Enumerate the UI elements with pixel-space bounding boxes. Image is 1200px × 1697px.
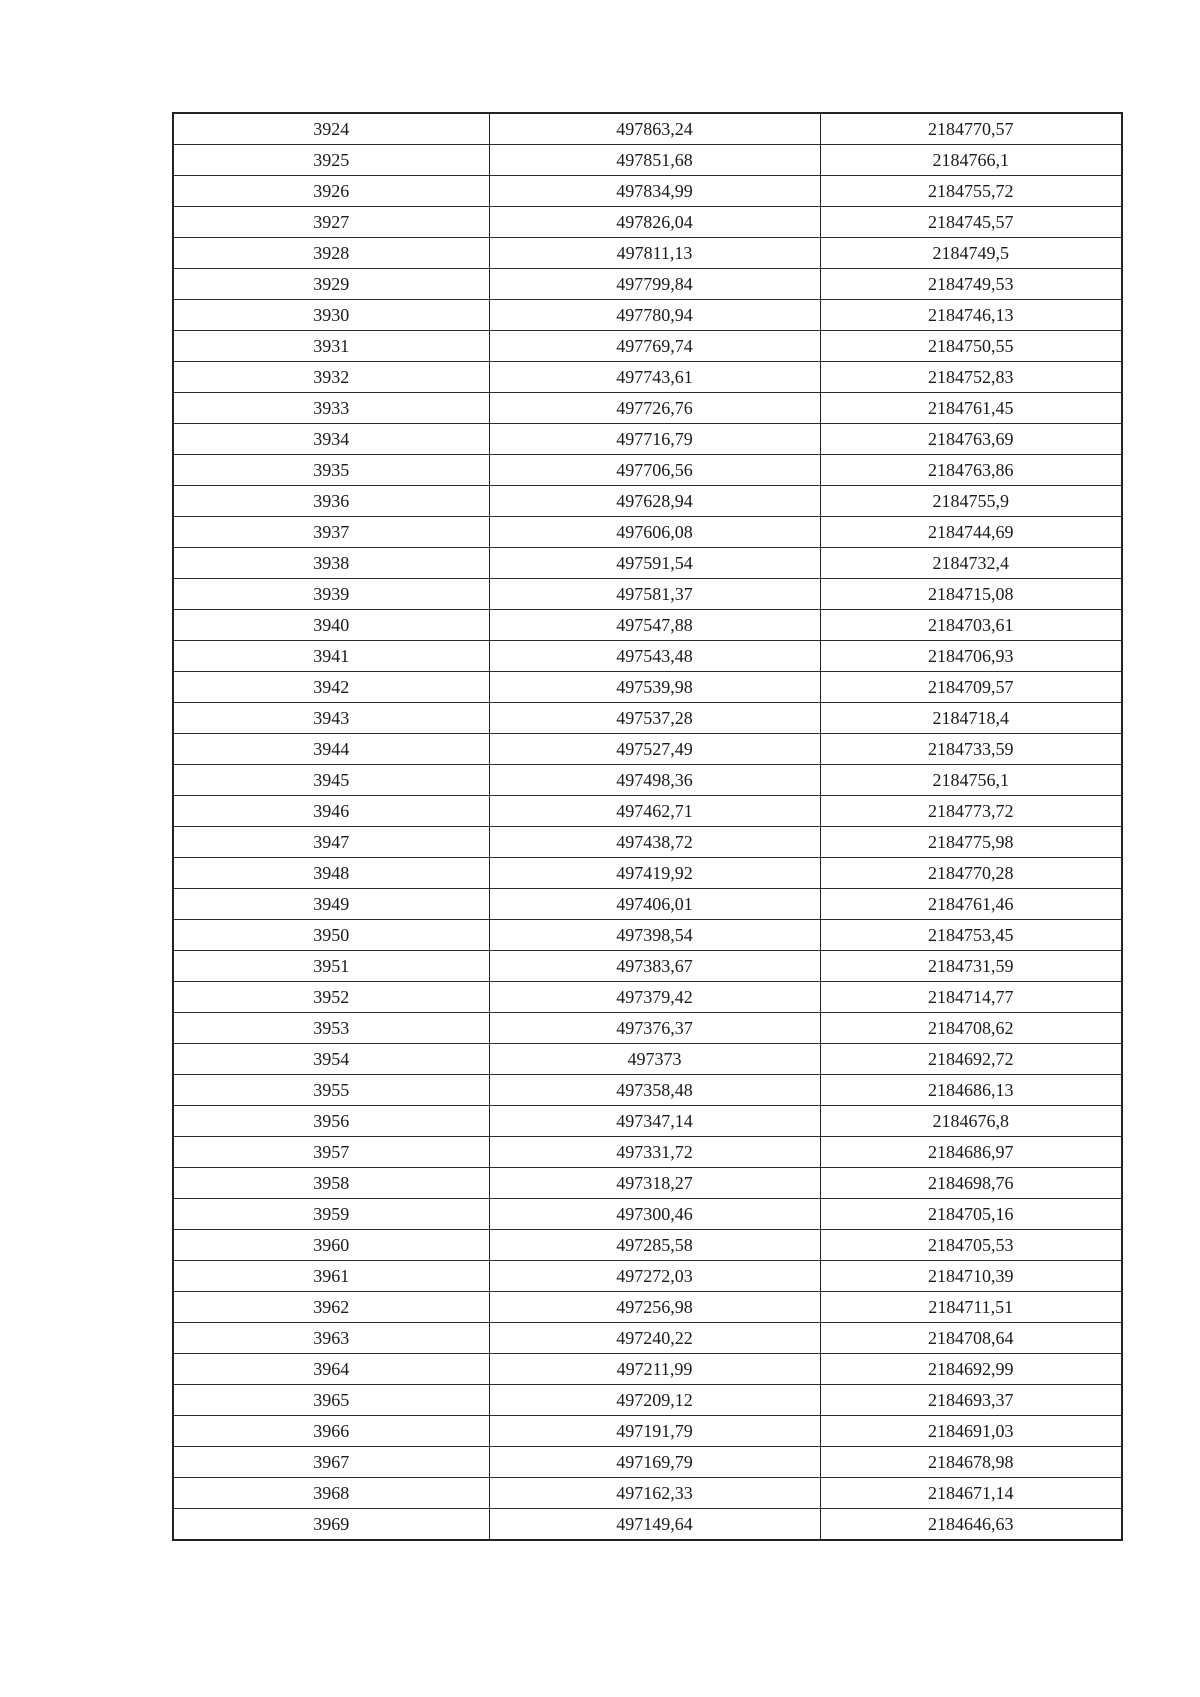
x-coordinate-cell: 497149,64	[489, 1509, 820, 1541]
x-coordinate-cell: 497543,48	[489, 641, 820, 672]
point-number-cell: 3943	[173, 703, 489, 734]
table-row	[173, 455, 1122, 486]
x-coordinate-cell: 497438,72	[489, 827, 820, 858]
y-coordinate-cell: 2184756,1	[820, 765, 1122, 796]
point-number-cell: 3952	[173, 982, 489, 1013]
table-row	[173, 734, 1122, 765]
coordinates-table-body	[173, 113, 1122, 1540]
point-number-cell: 3935	[173, 455, 489, 486]
x-coordinate-cell: 497581,37	[489, 579, 820, 610]
x-coordinate-cell: 497462,71	[489, 796, 820, 827]
y-coordinate-cell: 2184755,9	[820, 486, 1122, 517]
x-coordinate-cell: 497331,72	[489, 1137, 820, 1168]
x-coordinate-cell: 497743,61	[489, 362, 820, 393]
x-coordinate-cell: 497211,99	[489, 1354, 820, 1385]
y-coordinate-cell: 2184691,03	[820, 1416, 1122, 1447]
table-row	[173, 145, 1122, 176]
point-number-cell: 3926	[173, 176, 489, 207]
table-row	[173, 176, 1122, 207]
table-row	[173, 113, 1122, 145]
table-row	[173, 424, 1122, 455]
x-coordinate-cell: 497376,37	[489, 1013, 820, 1044]
x-coordinate-cell: 497769,74	[489, 331, 820, 362]
table-row	[173, 1199, 1122, 1230]
y-coordinate-cell: 2184761,46	[820, 889, 1122, 920]
y-coordinate-cell: 2184731,59	[820, 951, 1122, 982]
point-number-cell: 3947	[173, 827, 489, 858]
table-row	[173, 641, 1122, 672]
table-row	[173, 827, 1122, 858]
point-number-cell: 3956	[173, 1106, 489, 1137]
y-coordinate-cell: 2184745,57	[820, 207, 1122, 238]
point-number-cell: 3946	[173, 796, 489, 827]
table-row	[173, 1106, 1122, 1137]
table-row	[173, 1323, 1122, 1354]
table-row	[173, 1509, 1122, 1541]
point-number-cell: 3954	[173, 1044, 489, 1075]
table-row	[173, 1075, 1122, 1106]
point-number-cell: 3955	[173, 1075, 489, 1106]
point-number-cell: 3931	[173, 331, 489, 362]
x-coordinate-cell: 497826,04	[489, 207, 820, 238]
table-row	[173, 1416, 1122, 1447]
table-row	[173, 1447, 1122, 1478]
point-number-cell: 3949	[173, 889, 489, 920]
point-number-cell: 3961	[173, 1261, 489, 1292]
x-coordinate-cell: 497419,92	[489, 858, 820, 889]
table-row	[173, 331, 1122, 362]
table-row	[173, 238, 1122, 269]
x-coordinate-cell: 497406,01	[489, 889, 820, 920]
table-row	[173, 1261, 1122, 1292]
point-number-cell: 3939	[173, 579, 489, 610]
y-coordinate-cell: 2184766,1	[820, 145, 1122, 176]
y-coordinate-cell: 2184763,86	[820, 455, 1122, 486]
point-number-cell: 3941	[173, 641, 489, 672]
point-number-cell: 3969	[173, 1509, 489, 1541]
y-coordinate-cell: 2184775,98	[820, 827, 1122, 858]
x-coordinate-cell: 497863,24	[489, 113, 820, 145]
y-coordinate-cell: 2184732,4	[820, 548, 1122, 579]
table-row	[173, 1292, 1122, 1323]
point-number-cell: 3948	[173, 858, 489, 889]
y-coordinate-cell: 2184770,57	[820, 113, 1122, 145]
y-coordinate-cell: 2184692,72	[820, 1044, 1122, 1075]
x-coordinate-cell: 497628,94	[489, 486, 820, 517]
point-number-cell: 3958	[173, 1168, 489, 1199]
y-coordinate-cell: 2184773,72	[820, 796, 1122, 827]
table-row	[173, 1168, 1122, 1199]
x-coordinate-cell: 497851,68	[489, 145, 820, 176]
y-coordinate-cell: 2184763,69	[820, 424, 1122, 455]
x-coordinate-cell: 497834,99	[489, 176, 820, 207]
table-row	[173, 1013, 1122, 1044]
table-row	[173, 703, 1122, 734]
y-coordinate-cell: 2184761,45	[820, 393, 1122, 424]
table-row	[173, 1137, 1122, 1168]
y-coordinate-cell: 2184715,08	[820, 579, 1122, 610]
table-row	[173, 362, 1122, 393]
table-row	[173, 951, 1122, 982]
table-row	[173, 517, 1122, 548]
table-row	[173, 920, 1122, 951]
point-number-cell: 3951	[173, 951, 489, 982]
point-number-cell: 3929	[173, 269, 489, 300]
y-coordinate-cell: 2184749,5	[820, 238, 1122, 269]
y-coordinate-cell: 2184714,77	[820, 982, 1122, 1013]
x-coordinate-cell: 497726,76	[489, 393, 820, 424]
table-row	[173, 393, 1122, 424]
point-number-cell: 3928	[173, 238, 489, 269]
x-coordinate-cell: 497398,54	[489, 920, 820, 951]
x-coordinate-cell: 497527,49	[489, 734, 820, 765]
y-coordinate-cell: 2184744,69	[820, 517, 1122, 548]
table-row	[173, 1230, 1122, 1261]
y-coordinate-cell: 2184746,13	[820, 300, 1122, 331]
point-number-cell: 3940	[173, 610, 489, 641]
point-number-cell: 3968	[173, 1478, 489, 1509]
y-coordinate-cell: 2184753,45	[820, 920, 1122, 951]
x-coordinate-cell: 497358,48	[489, 1075, 820, 1106]
x-coordinate-cell: 497256,98	[489, 1292, 820, 1323]
point-number-cell: 3960	[173, 1230, 489, 1261]
point-number-cell: 3962	[173, 1292, 489, 1323]
x-coordinate-cell: 497209,12	[489, 1385, 820, 1416]
point-number-cell: 3925	[173, 145, 489, 176]
table-row	[173, 1385, 1122, 1416]
y-coordinate-cell: 2184750,55	[820, 331, 1122, 362]
y-coordinate-cell: 2184692,99	[820, 1354, 1122, 1385]
point-number-cell: 3927	[173, 207, 489, 238]
y-coordinate-cell: 2184703,61	[820, 610, 1122, 641]
y-coordinate-cell: 2184718,4	[820, 703, 1122, 734]
y-coordinate-cell: 2184752,83	[820, 362, 1122, 393]
x-coordinate-cell: 497498,36	[489, 765, 820, 796]
y-coordinate-cell: 2184711,51	[820, 1292, 1122, 1323]
coordinates-table	[172, 112, 1123, 1541]
point-number-cell: 3930	[173, 300, 489, 331]
table-row	[173, 610, 1122, 641]
x-coordinate-cell: 497300,46	[489, 1199, 820, 1230]
table-row	[173, 269, 1122, 300]
y-coordinate-cell: 2184698,76	[820, 1168, 1122, 1199]
x-coordinate-cell: 497373	[489, 1044, 820, 1075]
y-coordinate-cell: 2184678,98	[820, 1447, 1122, 1478]
table-row	[173, 548, 1122, 579]
x-coordinate-cell: 497811,13	[489, 238, 820, 269]
x-coordinate-cell: 497379,42	[489, 982, 820, 1013]
point-number-cell: 3964	[173, 1354, 489, 1385]
x-coordinate-cell: 497169,79	[489, 1447, 820, 1478]
x-coordinate-cell: 497347,14	[489, 1106, 820, 1137]
table-row	[173, 1354, 1122, 1385]
y-coordinate-cell: 2184708,62	[820, 1013, 1122, 1044]
x-coordinate-cell: 497383,67	[489, 951, 820, 982]
y-coordinate-cell: 2184733,59	[820, 734, 1122, 765]
y-coordinate-cell: 2184705,53	[820, 1230, 1122, 1261]
y-coordinate-cell: 2184706,93	[820, 641, 1122, 672]
y-coordinate-cell: 2184693,37	[820, 1385, 1122, 1416]
x-coordinate-cell: 497606,08	[489, 517, 820, 548]
y-coordinate-cell: 2184710,39	[820, 1261, 1122, 1292]
y-coordinate-cell: 2184709,57	[820, 672, 1122, 703]
point-number-cell: 3957	[173, 1137, 489, 1168]
table-row	[173, 889, 1122, 920]
point-number-cell: 3953	[173, 1013, 489, 1044]
y-coordinate-cell: 2184749,53	[820, 269, 1122, 300]
x-coordinate-cell: 497537,28	[489, 703, 820, 734]
y-coordinate-cell: 2184676,8	[820, 1106, 1122, 1137]
x-coordinate-cell: 497706,56	[489, 455, 820, 486]
x-coordinate-cell: 497162,33	[489, 1478, 820, 1509]
table-row	[173, 207, 1122, 238]
point-number-cell: 3959	[173, 1199, 489, 1230]
point-number-cell: 3945	[173, 765, 489, 796]
table-row	[173, 579, 1122, 610]
table-row	[173, 300, 1122, 331]
point-number-cell: 3950	[173, 920, 489, 951]
point-number-cell: 3938	[173, 548, 489, 579]
point-number-cell: 3936	[173, 486, 489, 517]
y-coordinate-cell: 2184686,97	[820, 1137, 1122, 1168]
y-coordinate-cell: 2184705,16	[820, 1199, 1122, 1230]
y-coordinate-cell: 2184770,28	[820, 858, 1122, 889]
point-number-cell: 3924	[173, 113, 489, 145]
y-coordinate-cell: 2184686,13	[820, 1075, 1122, 1106]
point-number-cell: 3933	[173, 393, 489, 424]
table-row	[173, 672, 1122, 703]
x-coordinate-cell: 497240,22	[489, 1323, 820, 1354]
x-coordinate-cell: 497272,03	[489, 1261, 820, 1292]
x-coordinate-cell: 497539,98	[489, 672, 820, 703]
x-coordinate-cell: 497799,84	[489, 269, 820, 300]
table-row	[173, 765, 1122, 796]
y-coordinate-cell: 2184646,63	[820, 1509, 1122, 1541]
table-row	[173, 858, 1122, 889]
point-number-cell: 3967	[173, 1447, 489, 1478]
point-number-cell: 3944	[173, 734, 489, 765]
point-number-cell: 3937	[173, 517, 489, 548]
x-coordinate-cell: 497780,94	[489, 300, 820, 331]
x-coordinate-cell: 497318,27	[489, 1168, 820, 1199]
y-coordinate-cell: 2184755,72	[820, 176, 1122, 207]
point-number-cell: 3942	[173, 672, 489, 703]
table-row	[173, 796, 1122, 827]
table-row	[173, 1044, 1122, 1075]
table-row	[173, 1478, 1122, 1509]
point-number-cell: 3963	[173, 1323, 489, 1354]
x-coordinate-cell: 497591,54	[489, 548, 820, 579]
x-coordinate-cell: 497716,79	[489, 424, 820, 455]
table-row	[173, 486, 1122, 517]
point-number-cell: 3966	[173, 1416, 489, 1447]
y-coordinate-cell: 2184671,14	[820, 1478, 1122, 1509]
x-coordinate-cell: 497547,88	[489, 610, 820, 641]
x-coordinate-cell: 497285,58	[489, 1230, 820, 1261]
point-number-cell: 3934	[173, 424, 489, 455]
table-row	[173, 982, 1122, 1013]
point-number-cell: 3965	[173, 1385, 489, 1416]
point-number-cell: 3932	[173, 362, 489, 393]
y-coordinate-cell: 2184708,64	[820, 1323, 1122, 1354]
x-coordinate-cell: 497191,79	[489, 1416, 820, 1447]
